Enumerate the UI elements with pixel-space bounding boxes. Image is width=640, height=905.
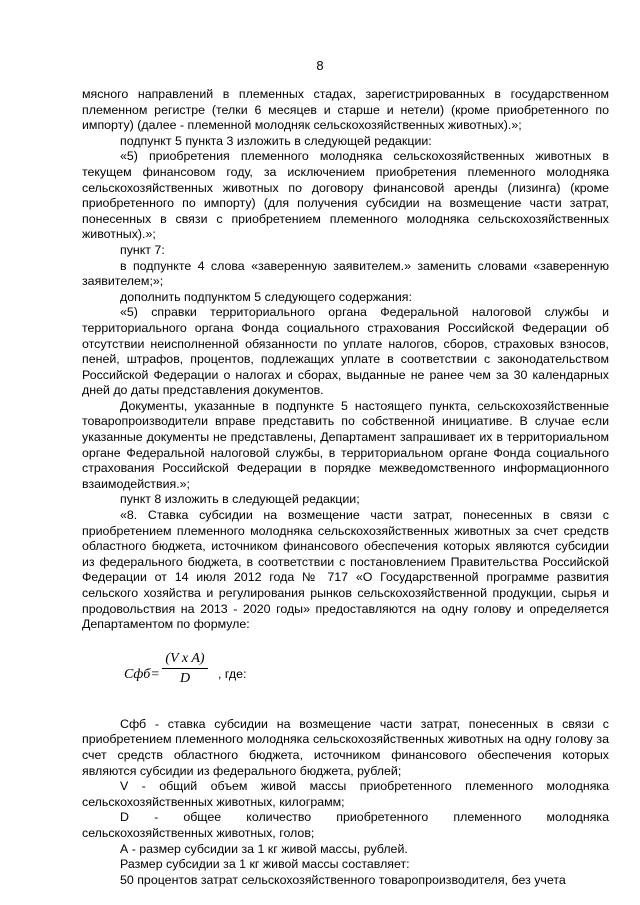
formula-lhs: Cфб= <box>124 666 160 682</box>
paragraph: «5) приобретения племенного молодняка сельскохозяйственных животных в текущем финансовом году, за исключением приобретения племенного молодняка сельскохозяйственных животных по договору финансовой аренды (лизинга) (кроме приобретенного по импорту) (для получения субсидии на возмещение части затрат, понесенных в связи с приобретением племенного молодняка сельскохозяйственных животных).»; <box>82 149 609 242</box>
paragraph: в подпункте 4 слова «заверенную заявителем.» заменить словами «заверенную заявителем;»; <box>82 258 609 289</box>
formula <box>82 641 609 711</box>
formula-numerator: (V x A) <box>165 650 205 666</box>
paragraph: пункт 8 изложить в следующей редакции; <box>120 492 360 507</box>
paragraph: «8. Ставка субсидии на возмещение части затрат, понесенных в связи с приобретением племенного молодняка сельскохозяйственных животных за счет средств областного бюджета, источником финансового обеспечения которых являются субсидии из федерального бюджета, в соответствии с постановлением Правительства Российской Федерации от 14 июля 2012 года № 717 «О Государственной программе развития сельского хозяйства и регулирования рынков сельскохозяйственной продукции, сырья и продовольствия на 2013 - 2020 годы» предоставляются на одну голову и определяется Департаментом по формуле: <box>82 508 609 632</box>
paragraph: V - общий объем живой массы приобретенного племенного молодняка сельскохозяйственных животных, килограмм; <box>82 779 609 809</box>
paragraph: Размер субсидии за 1 кг живой массы составляет: <box>120 857 410 872</box>
paragraph: Документы, указанные в подпункте 5 настоящего пункта, сельскохозяйственные товаропроизводители вправе представить по собственной инициативе. В случае если указанные документы не представлены, Департамент запрашивает их в территориальном органе Федеральной налоговой службы, в территориальном органе Фонда социального страхования Российской Федерации в порядке межведомственного информационного взаимодействия.»; <box>82 398 609 491</box>
paragraph: дополнить подпунктом 5 следующего содержания: <box>120 289 412 304</box>
paragraph: «5) справки территориального органа Федеральной налоговой службы и территориального органа Фонда социального страхования Российской Федерации об отсутствии неисполненной обязанности по уплате налогов, сборов, страховых взносов, пеней, штрафов, процентов, подлежащих уплате в соответствии с законодательством Российской Федерации о налогах и сборах, выданные не ранее чем за 30 календарных дней до даты представления документов. <box>82 305 609 398</box>
paragraphs-bottom <box>82 717 609 889</box>
document-body <box>82 87 609 888</box>
paragraph: А - размер субсидии за 1 кг живой массы, рублей. <box>120 841 408 856</box>
paragraph: 50 процентов затрат сельскохозяйственного товаропроизводителя, без учета <box>120 872 566 887</box>
paragraph: мясного направлений в племенных стадах, зарегистрированных в государственном племенном регистре (телки 6 месяцев и старше и нетели) (кроме приобретенного по импорту) (далее - племенной молодняк сельскохозяйственных животных).»; <box>82 87 609 133</box>
formula-suffix: , где: <box>218 666 247 681</box>
paragraph: подпункт 5 пункта 3 изложить в следующей редакции: <box>120 133 432 148</box>
paragraph: D - общее количество приобретенного племенного молодняка сельскохозяйственных животных, голов; <box>82 810 609 840</box>
formula-fraction <box>162 651 208 687</box>
paragraph: Сфб - ставка субсидии на возмещение части затрат, понесенных в связи с приобретением племенного молодняка сельскохозяйственных животных на одну голову за счет средств областного бюджета, источником финансового обеспечения которых являются субсидии из федерального бюджета, рублей; <box>82 716 609 778</box>
formula-denominator: D <box>179 671 191 687</box>
paragraph: пункт 7: <box>120 242 165 257</box>
paragraphs-top <box>82 87 609 633</box>
page-number: 8 <box>316 58 324 73</box>
